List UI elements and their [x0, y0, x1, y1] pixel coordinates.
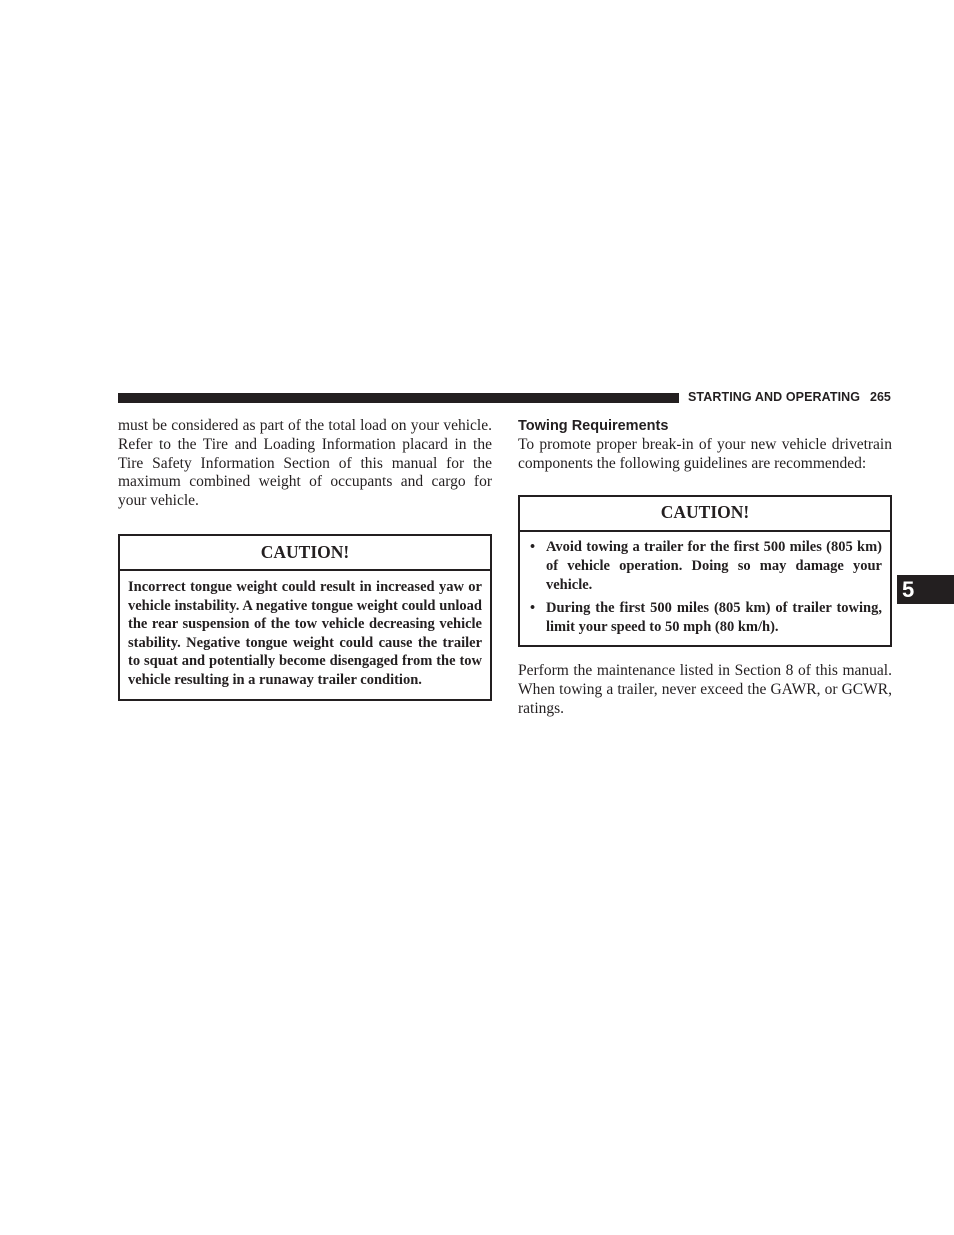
- page-number: 265: [870, 390, 891, 404]
- section-heading: Towing Requirements: [518, 418, 669, 434]
- load-paragraph: must be considered as part of the total load on your vehicle. Refer to the Tire and Loading Information placard in the Tire Safety Information Section of this manual for the maximum combined weight of occupants and cargo for your vehicle.: [118, 417, 492, 510]
- break-in-caution-box: [518, 495, 892, 647]
- caution-title: CAUTION!: [120, 536, 490, 571]
- tongue-weight-caution-box: [118, 534, 492, 701]
- caution-item-text: Avoid towing a trailer for the first 500 miles (805 km) of vehicle operation. Doing so may damage your vehicle.: [546, 539, 882, 593]
- caution-text: Incorrect tongue weight could result in increased yaw or vehicle instability. A negative tongue weight could unload the rear suspension of the tow vehicle decreasing vehicle stability. Negative tongue weight could cause the trailer to squat and potentially become disengaged from the tow vehicle resulting in a runaway trailer condition.: [128, 578, 482, 688]
- right-column: [518, 417, 892, 719]
- bullet-icon: •: [530, 600, 536, 617]
- chapter-tab: 5: [897, 575, 954, 604]
- bullet-icon: •: [530, 539, 536, 556]
- caution-item-text: During the first 500 miles (805 km) of trailer towing, limit your speed to 50 mph (80 km/h).: [546, 600, 882, 635]
- intro-paragraph: To promote proper break-in of your new vehicle drivetrain components the following guidelines are recommended:: [518, 435, 892, 472]
- caution-body: [520, 532, 890, 645]
- caution-body: [120, 571, 490, 699]
- caution-title: CAUTION!: [520, 497, 890, 532]
- header-rule: [118, 393, 679, 403]
- left-column: [118, 417, 492, 701]
- caution-list-item: [529, 538, 882, 594]
- caution-list: [529, 538, 882, 636]
- running-header-title: STARTING AND OPERATING: [688, 390, 861, 404]
- maintenance-paragraph: Perform the maintenance listed in Section 8 of this manual. When towing a trailer, never exceed the GAWR, or GCWR, ratings.: [518, 662, 892, 717]
- caution-list-item: [529, 599, 882, 636]
